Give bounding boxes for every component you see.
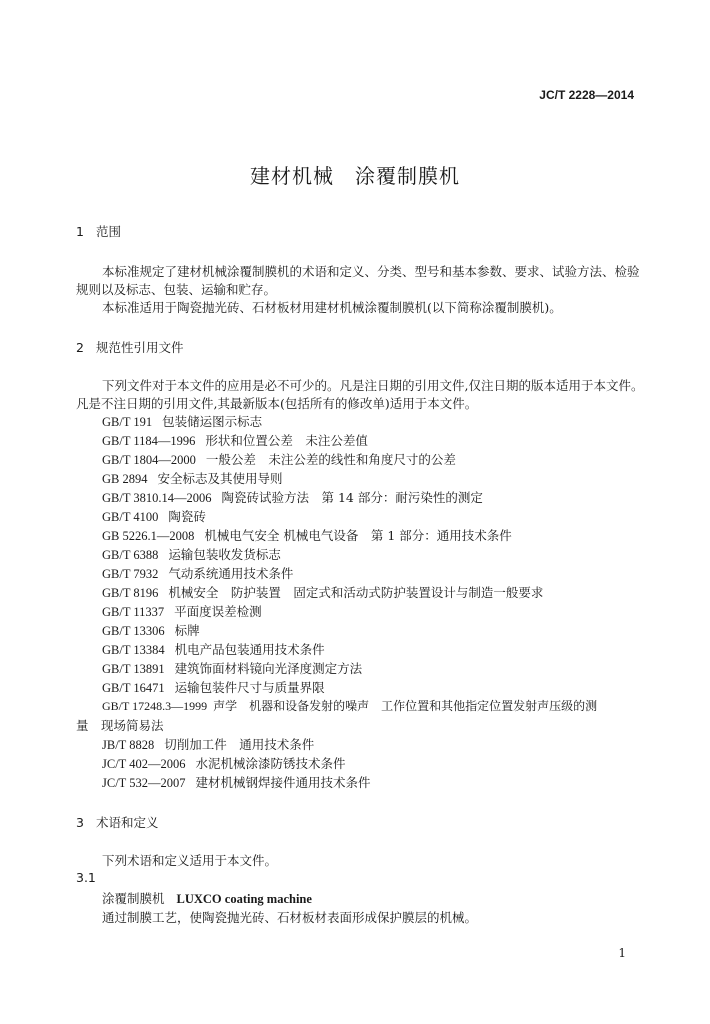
reference-title: 建筑饰面材料镜向光泽度测定方法	[174, 661, 363, 676]
section-title: 范围	[96, 224, 122, 239]
section-3-heading	[76, 813, 159, 831]
reference-item	[102, 678, 325, 696]
section-number: 1	[76, 224, 84, 239]
reference-item	[102, 450, 456, 468]
reference-title: 陶瓷砖试验方法 第 14 部分：耐污染性的测定	[221, 490, 483, 505]
reference-code: GB/T 3810.14—2006	[102, 491, 212, 505]
section-title: 规范性引用文件	[96, 340, 184, 355]
reference-title: 运输包装收发货标志	[168, 547, 281, 562]
term-chinese: 涂覆制膜机	[102, 891, 165, 906]
reference-item	[102, 526, 512, 544]
reference-title: 切削加工件 通用技术条件	[164, 737, 315, 752]
reference-code: JC/T 532—2007	[102, 776, 186, 790]
normative-intro-line-1: 下列文件对于本文件的应用是必不可少的。凡是注日期的引用文件,仅注日期的版本适用于本文件。	[102, 378, 644, 393]
normative-intro-line-2: 凡是不注日期的引用文件,其最新版本(包括所有的修改单)适用于本文件。	[76, 396, 478, 411]
reference-title: 形状和位置公差 未注公差值	[205, 433, 368, 448]
reference-title: 标牌	[174, 623, 200, 638]
reference-item	[102, 564, 293, 582]
reference-title: 一般公差 未注公差的线性和角度尺寸的公差	[205, 452, 456, 467]
reference-item	[102, 659, 362, 677]
reference-item	[102, 697, 597, 714]
section-1-heading	[76, 222, 121, 240]
reference-code: GB/T 8196	[102, 586, 159, 600]
reference-code: GB/T 6388	[102, 548, 159, 562]
reference-title: 包装储运图示标志	[162, 414, 263, 429]
document-title: 建材机械 涂覆制膜机	[250, 164, 460, 188]
reference-code: GB/T 17248.3—1999	[102, 699, 208, 713]
reference-item	[102, 773, 370, 791]
section-title: 术语和定义	[96, 815, 159, 830]
page-number: 1	[618, 946, 626, 960]
reference-item	[102, 735, 314, 753]
reference-item	[102, 488, 483, 506]
reference-code: GB/T 191	[102, 415, 153, 429]
reference-title: 机械电气安全 机械电气设备 第 1 部分：通用技术条件	[204, 528, 512, 543]
reference-item	[102, 412, 262, 430]
reference-item	[102, 545, 281, 563]
reference-title: 陶瓷砖	[168, 509, 206, 524]
section-number: 3	[76, 815, 84, 830]
reference-code: GB/T 13891	[102, 662, 165, 676]
reference-code: GB/T 1184—1996	[102, 434, 196, 448]
reference-code: JB/T 8828	[102, 738, 155, 752]
section-number: 2	[76, 340, 84, 355]
reference-title: 建材机械钢焊接件通用技术条件	[195, 775, 371, 790]
term-number: 3.1	[76, 870, 96, 885]
reference-code: GB/T 13306	[102, 624, 165, 638]
reference-item	[102, 640, 325, 658]
reference-item	[102, 469, 283, 487]
reference-code: JC/T 402—2006	[102, 757, 186, 771]
reference-title: 水泥机械涂漆防锈技术条件	[195, 756, 346, 771]
reference-title: 机电产品包装通用技术条件	[174, 642, 325, 657]
scope-paragraph-1-line-1: 本标准规定了建材机械涂覆制膜机的术语和定义、分类、型号和基本参数、要求、试验方法、检验	[102, 264, 640, 279]
reference-item	[102, 507, 206, 525]
scope-paragraph-2: 本标准适用于陶瓷抛光砖、石材板材用建材机械涂覆制膜机(以下简称涂覆制膜机)。	[102, 300, 562, 315]
reference-title: 平面度误差检测	[174, 604, 262, 619]
reference-code: GB/T 13384	[102, 643, 165, 657]
reference-item	[102, 602, 262, 620]
reference-code: GB/T 11337	[102, 605, 165, 619]
reference-code: GB 5226.1—2008	[102, 529, 195, 543]
section-2-heading	[76, 338, 184, 356]
term-english: LUXCO coating machine	[176, 892, 312, 906]
reference-title: 气动系统通用技术条件	[168, 566, 294, 581]
reference-item	[102, 621, 200, 639]
reference-title: 机械安全 防护装置 固定式和活动式防护装置设计与制造一般要求	[168, 585, 544, 600]
reference-item	[102, 431, 368, 449]
reference-title: 声学 机器和设备发射的噪声 工作位置和其他指定位置发射声压级的测	[213, 699, 598, 713]
reference-item	[102, 754, 345, 772]
reference-title: 安全标志及其使用导则	[157, 471, 283, 486]
reference-title: 运输包装件尺寸与质量界限	[174, 680, 325, 695]
reference-item	[102, 583, 543, 601]
document-number: JC/T 2228—2014	[539, 88, 634, 102]
term-entry	[102, 889, 312, 907]
reference-code: GB/T 7932	[102, 567, 159, 581]
reference-code: GB 2894	[102, 472, 148, 486]
reference-code: GB/T 1804—2000	[102, 453, 196, 467]
terms-intro: 下列术语和定义适用于本文件。	[102, 853, 278, 868]
reference-wrap-line: 量 现场简易法	[76, 718, 164, 733]
term-definition: 通过制膜工艺，使陶瓷抛光砖、石材板材表面形成保护膜层的机械。	[102, 910, 478, 925]
scope-paragraph-1-line-2: 规则以及标志、包装、运输和贮存。	[76, 282, 277, 297]
reference-code: GB/T 16471	[102, 681, 165, 695]
reference-code: GB/T 4100	[102, 510, 159, 524]
